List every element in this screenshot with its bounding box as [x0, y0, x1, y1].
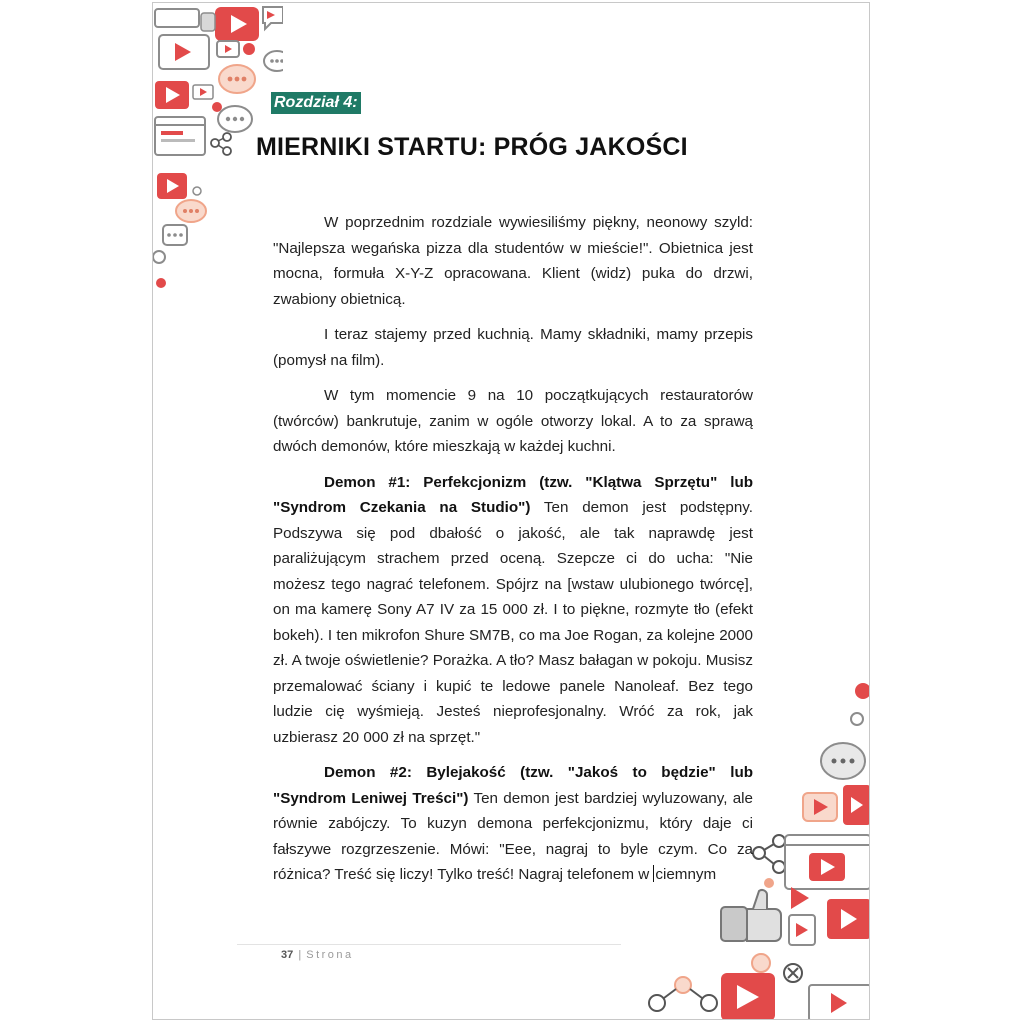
page-label: Strona	[306, 949, 354, 961]
dot-icon	[851, 713, 863, 725]
chat-bubble-icon	[219, 65, 255, 93]
dot-icon	[855, 683, 870, 699]
chat-bubble-icon	[163, 225, 187, 245]
page-footer	[281, 949, 354, 961]
play-button-icon	[155, 81, 189, 109]
document-body	[273, 210, 753, 898]
browser-window-icon	[785, 835, 870, 889]
footer-separator: |	[298, 949, 302, 961]
browser-window-icon	[155, 117, 205, 155]
paragraph: I teraz stajemy przed kuchnią. Mamy składniki, mamy przepis (pomysł na film).	[273, 326, 753, 369]
chat-bubble-icon	[218, 106, 252, 132]
chat-bubble-icon	[264, 51, 283, 71]
play-button-icon	[791, 887, 809, 909]
dot-icon	[193, 187, 201, 195]
dot-icon	[212, 102, 222, 112]
document-page	[152, 2, 870, 1020]
chapter-title: MIERNIKI STARTU: PRÓG JAKOŚCI	[256, 133, 688, 161]
share-icon	[649, 977, 717, 1011]
play-button-icon	[215, 7, 259, 41]
chat-bubble-icon	[176, 200, 206, 222]
like-icon	[201, 13, 215, 31]
paragraph: W poprzednim rozdziale wywiesiliśmy piękny, neonowy szyld: "Najlepsza wegańska pizza dla studentów w mieście!". Obietnica jest mocna, formuła X-Y-Z opracowana. Klient (widz) puka do drzwi, zwabiony obietnicą.	[273, 214, 753, 308]
browser-window-icon	[155, 9, 199, 27]
dot-icon	[156, 278, 166, 288]
paragraph-demon-1	[273, 470, 753, 751]
play-button-icon	[217, 41, 239, 57]
play-button-icon	[789, 915, 815, 945]
dot-icon	[764, 878, 774, 888]
paragraph: W tym momencie 9 na 10 początkujących restauratorów (twórców) bankrutuje, zanim w ogóle otworzy lokal. A to za sprawą dwóch demonów, które mieszkają w każdej kuchni.	[273, 387, 753, 455]
play-button-icon	[193, 85, 213, 99]
chat-bubble-icon	[821, 743, 865, 779]
play-button-icon	[803, 793, 837, 821]
browser-window-icon	[809, 985, 870, 1020]
dot-icon	[752, 954, 770, 972]
close-icon	[784, 964, 802, 982]
dot-icon	[153, 251, 165, 263]
play-button-icon	[827, 899, 870, 939]
share-icon	[211, 133, 231, 155]
share-icon	[753, 835, 785, 873]
demon-1-text: Ten demon jest podstępny. Podszywa się pod dbałość o jakość, ale tak naprawdę jest paraliżującym strachem przed oceną. Szepcze ci do ucha: "Nie możesz tego nagrać telefonem. Spójrz na [wstaw ulubionego twórcę], on ma kamerę Sony A7 IV za 15 000 zł. I to piękne, rozmyte tło (efekt bokeh). I ten mikrofon Shure SM7B, co ma Joe Rogan, za kolejne 2000 zł. A twoje oświetlenie? Porażka. A tło? Masz bałagan w pokoju. Musisz przemalować ściany i kupić te ledowe panele Nanoleaf. Bez tego ludzie cię wyśmieją. Jesteś nieprofesjonalny. Wróć za rok, jak uzbierasz 20 000 zł na sprzęt."	[273, 499, 753, 746]
demon-2-text: Ten demon jest bardziej wyluzowany, ale równie zabójczy. To kuzyn demona perfekcjonizmu, który daje ci fałszywe rozgrzeszenie. Mówi: "Eee, nagraj to byle czym. Co za różnica? Treść się liczy! Tylko treść! Nagraj telefonem w	[273, 789, 753, 883]
chat-bubble-icon	[263, 7, 283, 29]
demon-1-heading: Demon #1: Perfekcjonizm (tzw. "Klątwa Sprzętu" lub "Syndrom Czekania na Studio")	[273, 473, 753, 516]
like-icon	[721, 890, 781, 941]
play-button-icon	[843, 785, 870, 825]
demon-2-text-tail: ciemnym	[655, 866, 717, 883]
chapter-label: Rozdział 4:	[271, 92, 361, 114]
dot-icon	[243, 43, 255, 55]
play-button-icon	[721, 973, 775, 1020]
paragraph-demon-2	[273, 760, 753, 888]
play-button-icon	[159, 35, 209, 69]
page-number: 37	[281, 949, 294, 961]
play-button-icon	[157, 173, 187, 199]
demon-2-heading: Demon #2: Bylejakość (tzw. "Jakoś to będzie" lub "Syndrom Leniwej Treści")	[273, 764, 753, 807]
footer-divider	[237, 944, 621, 945]
